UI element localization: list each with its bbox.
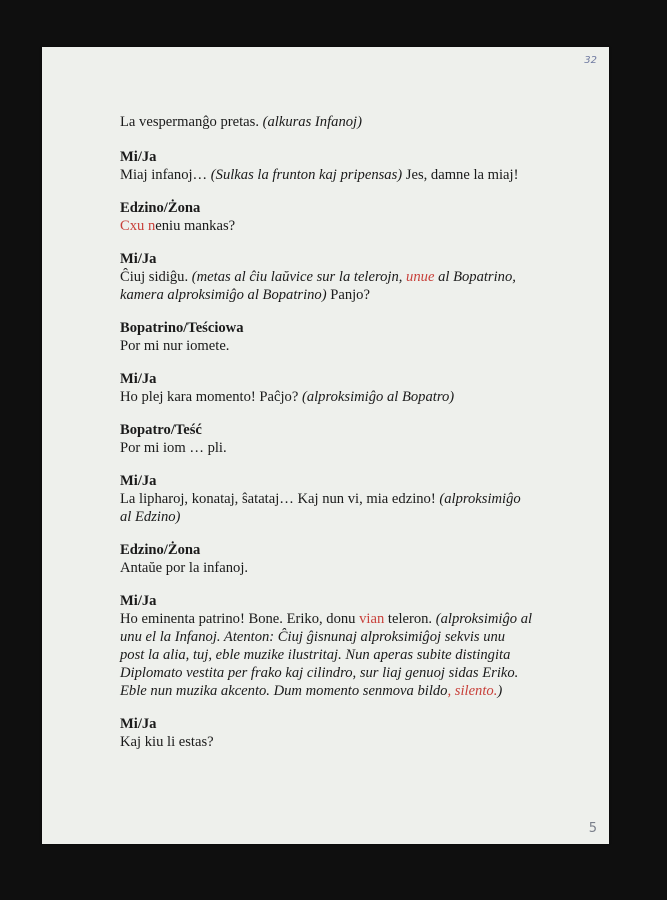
stage-direction: (alkuras Infanoj): [262, 114, 362, 130]
dialogue-line: Por mi nur iomete.: [120, 338, 230, 354]
handwritten-page-annotation: 32: [584, 55, 597, 66]
dialogue-block: [120, 370, 560, 406]
speaker-name: Mi/Ja: [120, 371, 157, 387]
stage-direction: Diplomato vestita per frako kaj cilindro, sur liaj genuoj sidas Eriko.: [120, 665, 519, 681]
speaker-name: Bopatro/Teść: [120, 422, 202, 438]
stage-direction: unu el la Infanoj. Atenton: Ĉiuj ĝisnunaj alproksimiĝoj sekvis unu: [120, 629, 506, 645]
stage-direction: kamera alproksimiĝo al Bopatrino): [120, 287, 327, 303]
speaker-name: Bopatrino/Teściowa: [120, 320, 244, 336]
speaker-name: Mi/Ja: [120, 593, 157, 609]
stage-direction: (metas al ĉiu laŭvice sur la telerojn,: [191, 269, 407, 285]
speaker-name: Mi/Ja: [120, 251, 157, 267]
stage-direction: (Sulkas la frunton kaj pripensas): [210, 167, 403, 183]
dialogue-block: [120, 592, 560, 700]
dialogue-line: La lipharoj, konataj, ŝatataj… Kaj nun vi, mia edzino! (alproksimiĝo: [120, 491, 521, 507]
dialogue-line: Antaŭe por la infanoj.: [120, 560, 249, 576]
speaker-name: Mi/Ja: [120, 149, 157, 165]
dialogue-block: [120, 472, 560, 526]
dialogue-line: Kaj kiu li estas?: [120, 734, 214, 750]
red-correction: Cxu n: [120, 218, 156, 234]
stage-direction: Eble nun muzika akcento. Dum momento senmova bildo, silento.): [120, 683, 503, 699]
dialogue-line: Miaj infanoj… (Sulkas la frunton kaj pripensas) Jes, damne la miaj!: [120, 167, 519, 183]
document-page: [42, 47, 609, 844]
text-line: La vespermanĝo pretas. (alkuras Infanoj): [120, 114, 362, 130]
page-number: 5: [588, 821, 597, 836]
dialogue-block: [120, 199, 560, 235]
speaker-name: Edzino/Żona: [120, 200, 201, 216]
dialogue-line: Cxu neniu mankas?: [120, 218, 236, 234]
dialogue-block: [120, 250, 560, 304]
script-text: [120, 113, 560, 751]
dialogue-block: [120, 319, 560, 355]
stage-direction: al Edzino): [120, 509, 181, 525]
red-correction: unue: [406, 269, 435, 285]
dialogue-block: [120, 421, 560, 457]
dialogue-line: Ho eminenta patrino! Bone. Eriko, donu vian teleron. (alproksimiĝo al: [120, 611, 533, 627]
dialogue-block: [120, 148, 560, 184]
dialogue-line: Por mi iom … pli.: [120, 440, 227, 456]
stage-direction: (alproksimiĝo al Bopatro): [301, 389, 455, 405]
red-correction: vian: [359, 611, 385, 627]
red-correction: , silento.: [447, 683, 498, 699]
stage-direction: (alproksimiĝo: [439, 491, 521, 507]
speaker-name: Mi/Ja: [120, 473, 157, 489]
dialogue-line: Ho plej kara momento! Paĉjo? (alproksimiĝo al Bopatro): [120, 389, 455, 405]
stage-direction: (alproksimiĝo al: [435, 611, 533, 627]
speaker-name: Edzino/Żona: [120, 542, 201, 558]
dialogue-line: kamera alproksimiĝo al Bopatrino) Panjo?: [120, 287, 370, 303]
stage-direction-block: [120, 113, 560, 131]
dialogue-block: [120, 541, 560, 577]
dialogue-line: Ĉiuj sidiĝu. (metas al ĉiu laŭvice sur la telerojn, unue al Bopatrino,: [120, 269, 516, 285]
stage-direction: post la alia, tuj, eble muzike ilustritaj. Nun aperas subite distingita: [120, 647, 511, 663]
dialogue-block: [120, 715, 560, 751]
speaker-name: Mi/Ja: [120, 716, 157, 732]
